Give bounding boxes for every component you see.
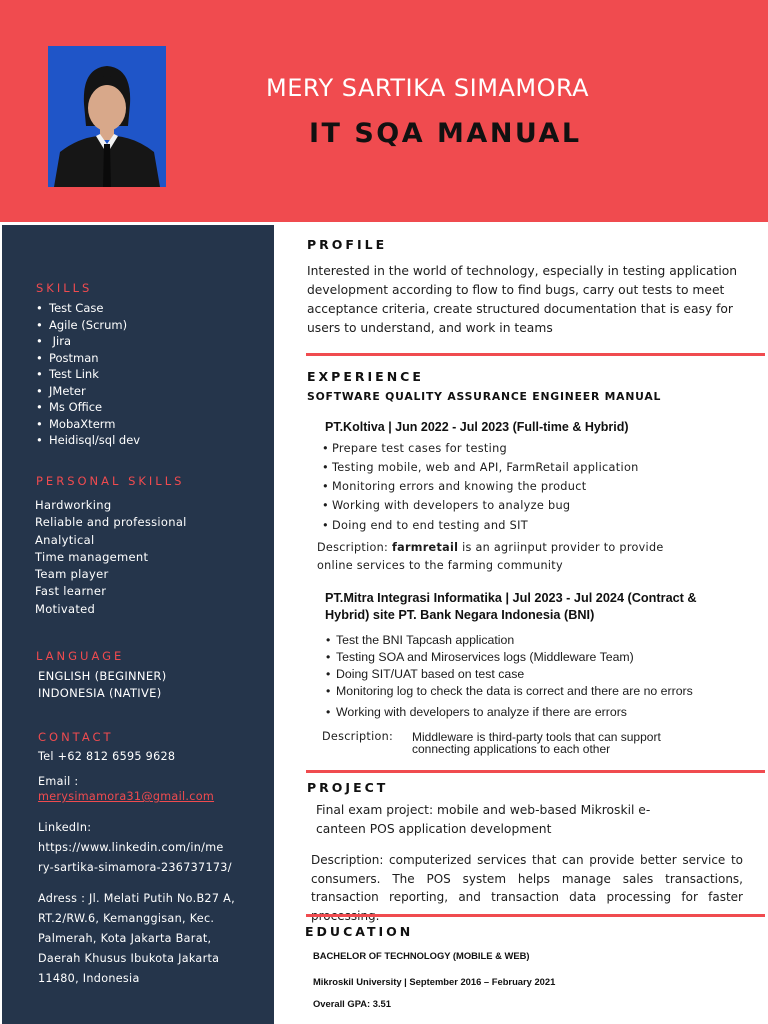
linkedin-url-line1[interactable]: https://www.linkedin.com/in/me xyxy=(38,841,224,854)
job2-description-line2: connecting applications to each other xyxy=(412,742,611,756)
list-item: • Test Case xyxy=(36,301,104,315)
skills-list xyxy=(36,300,140,449)
list-item: • JMeter xyxy=(36,383,86,398)
address-line: 11480, Indonesia xyxy=(38,972,140,985)
section-divider xyxy=(306,770,765,773)
job1-bullets xyxy=(322,440,639,536)
profile-heading: PROFILE xyxy=(307,237,388,252)
list-item: • Doing SIT/UAT based on test case xyxy=(326,667,525,681)
linkedin-url-line2[interactable]: ry-sartika-simamora-236737173/ xyxy=(38,861,232,874)
job-title-mitra-line1: PT.Mitra Integrasi Informatika | Jul 2023 - Jul 2024 (Contract & xyxy=(325,591,697,605)
list-item: • Heidisql/sql dev xyxy=(36,433,141,447)
list-item: • Test Link xyxy=(36,367,99,381)
personal-skills-heading: PERSONAL SKILLS xyxy=(36,474,185,488)
list-item: • Postman xyxy=(36,350,99,365)
email-label: Email : xyxy=(38,775,79,788)
list-item: • Ms Office xyxy=(36,400,103,414)
language-list xyxy=(38,668,166,703)
education-heading: EDUCATION xyxy=(305,924,414,939)
list-item: • Test the BNI Tapcash application xyxy=(326,633,515,647)
personal-skills-list xyxy=(35,497,187,618)
phone-number: Tel +62 812 6595 9628 xyxy=(38,750,176,763)
job1-description-line2: online services to the farming community xyxy=(317,559,563,572)
linkedin-label: LinkedIn: xyxy=(38,821,92,834)
list-item: • Agile (Scrum) xyxy=(36,317,128,332)
header-banner xyxy=(0,0,768,222)
candidate-name: MERY SARTIKA SIMAMORA xyxy=(266,74,590,102)
profile-text: Interested in the world of technology, especially in testing application development according to flow to find bugs, carry out tests to meet acceptance criteria, create structured documentation that is easy for users to understand, and work in teams xyxy=(307,264,738,335)
project-heading: PROJECT xyxy=(307,780,389,795)
list-item: Time management xyxy=(35,549,149,564)
job2-description: Middleware is third-party tools that can support xyxy=(412,730,661,744)
job-role-title: IT SQA MANUAL xyxy=(309,118,582,149)
job1-description: Description: farmretail is an agriinput provider to provide xyxy=(317,541,664,554)
language-heading: LANGUAGE xyxy=(36,649,125,663)
list-item: • Jira xyxy=(36,334,72,348)
list-item: • Testing SOA and Miroservices logs (Middleware Team) xyxy=(326,650,634,664)
list-item: Motivated xyxy=(35,601,96,616)
education-gpa: Overall GPA: 3.51 xyxy=(313,998,391,1009)
experience-subtitle: SOFTWARE QUALITY ASSURANCE ENGINEER MANUAL xyxy=(307,390,662,403)
list-item: • Monitoring errors and knowing the product xyxy=(322,480,587,493)
list-item: • Working with developers to analyze bug xyxy=(322,499,571,512)
experience-heading: EXPERIENCE xyxy=(307,369,424,384)
job2-description-label: Description: xyxy=(322,730,394,743)
education-school: Mikroskil University | September 2016 – February 2021 xyxy=(313,976,556,987)
list-item: ENGLISH (BEGINNER) xyxy=(38,669,167,683)
list-item: • Monitoring log to check the data is correct and there are no errors xyxy=(326,684,693,698)
section-divider xyxy=(306,353,765,356)
job-title-koltiva: PT.Koltiva | Jun 2022 - Jul 2023 (Full-time & Hybrid) xyxy=(325,420,629,434)
project-title-line1: Final exam project: mobile and web-based Mikroskil e- xyxy=(316,803,651,817)
skills-heading: SKILLS xyxy=(36,281,93,295)
address-line: Adress : Jl. Melati Putih No.B27 A, xyxy=(38,892,235,905)
list-item: INDONESIA (NATIVE) xyxy=(38,686,162,701)
list-item: Fast learner xyxy=(35,584,107,599)
list-item: • Testing mobile, web and API, FarmRetail application xyxy=(322,461,639,474)
address-line: RT.2/RW.6, Kemanggisan, Kec. xyxy=(38,912,215,925)
job-title-mitra-line2: Hybrid) site PT. Bank Negara Indonesia (BNI) xyxy=(325,608,595,622)
list-item: Analytical xyxy=(35,532,95,547)
list-item: • Prepare test cases for testing xyxy=(322,442,508,455)
list-item: • MobaXterm xyxy=(36,416,116,431)
project-description: Description: computerized services that can provide better service to consumers. The POS system helps manage sales transactions, transaction reporting, and transaction data processing for faster xyxy=(311,853,743,904)
list-item: • Doing end to end testing and SIT xyxy=(322,519,528,532)
section-divider xyxy=(306,914,765,917)
address-line: Daerah Khusus Ibukota Jakarta xyxy=(38,952,220,965)
list-item: Team player xyxy=(35,567,109,582)
profile-photo xyxy=(48,46,166,187)
email-link[interactable]: merysimamora31@gmail.com xyxy=(38,790,215,803)
address-line: Palmerah, Kota Jakarta Barat, xyxy=(38,932,212,945)
list-item: Hardworking xyxy=(35,498,112,512)
list-item: • Working with developers to analyze if there are errors xyxy=(326,705,627,719)
list-item: Reliable and professional xyxy=(35,515,187,530)
sidebar xyxy=(2,225,274,1024)
education-degree: BACHELOR OF TECHNOLOGY (MOBILE & WEB) xyxy=(313,950,530,961)
contact-heading: CONTACT xyxy=(38,730,114,744)
job2-bullets xyxy=(326,632,693,721)
project-title-line2: canteen POS application development xyxy=(316,822,552,836)
